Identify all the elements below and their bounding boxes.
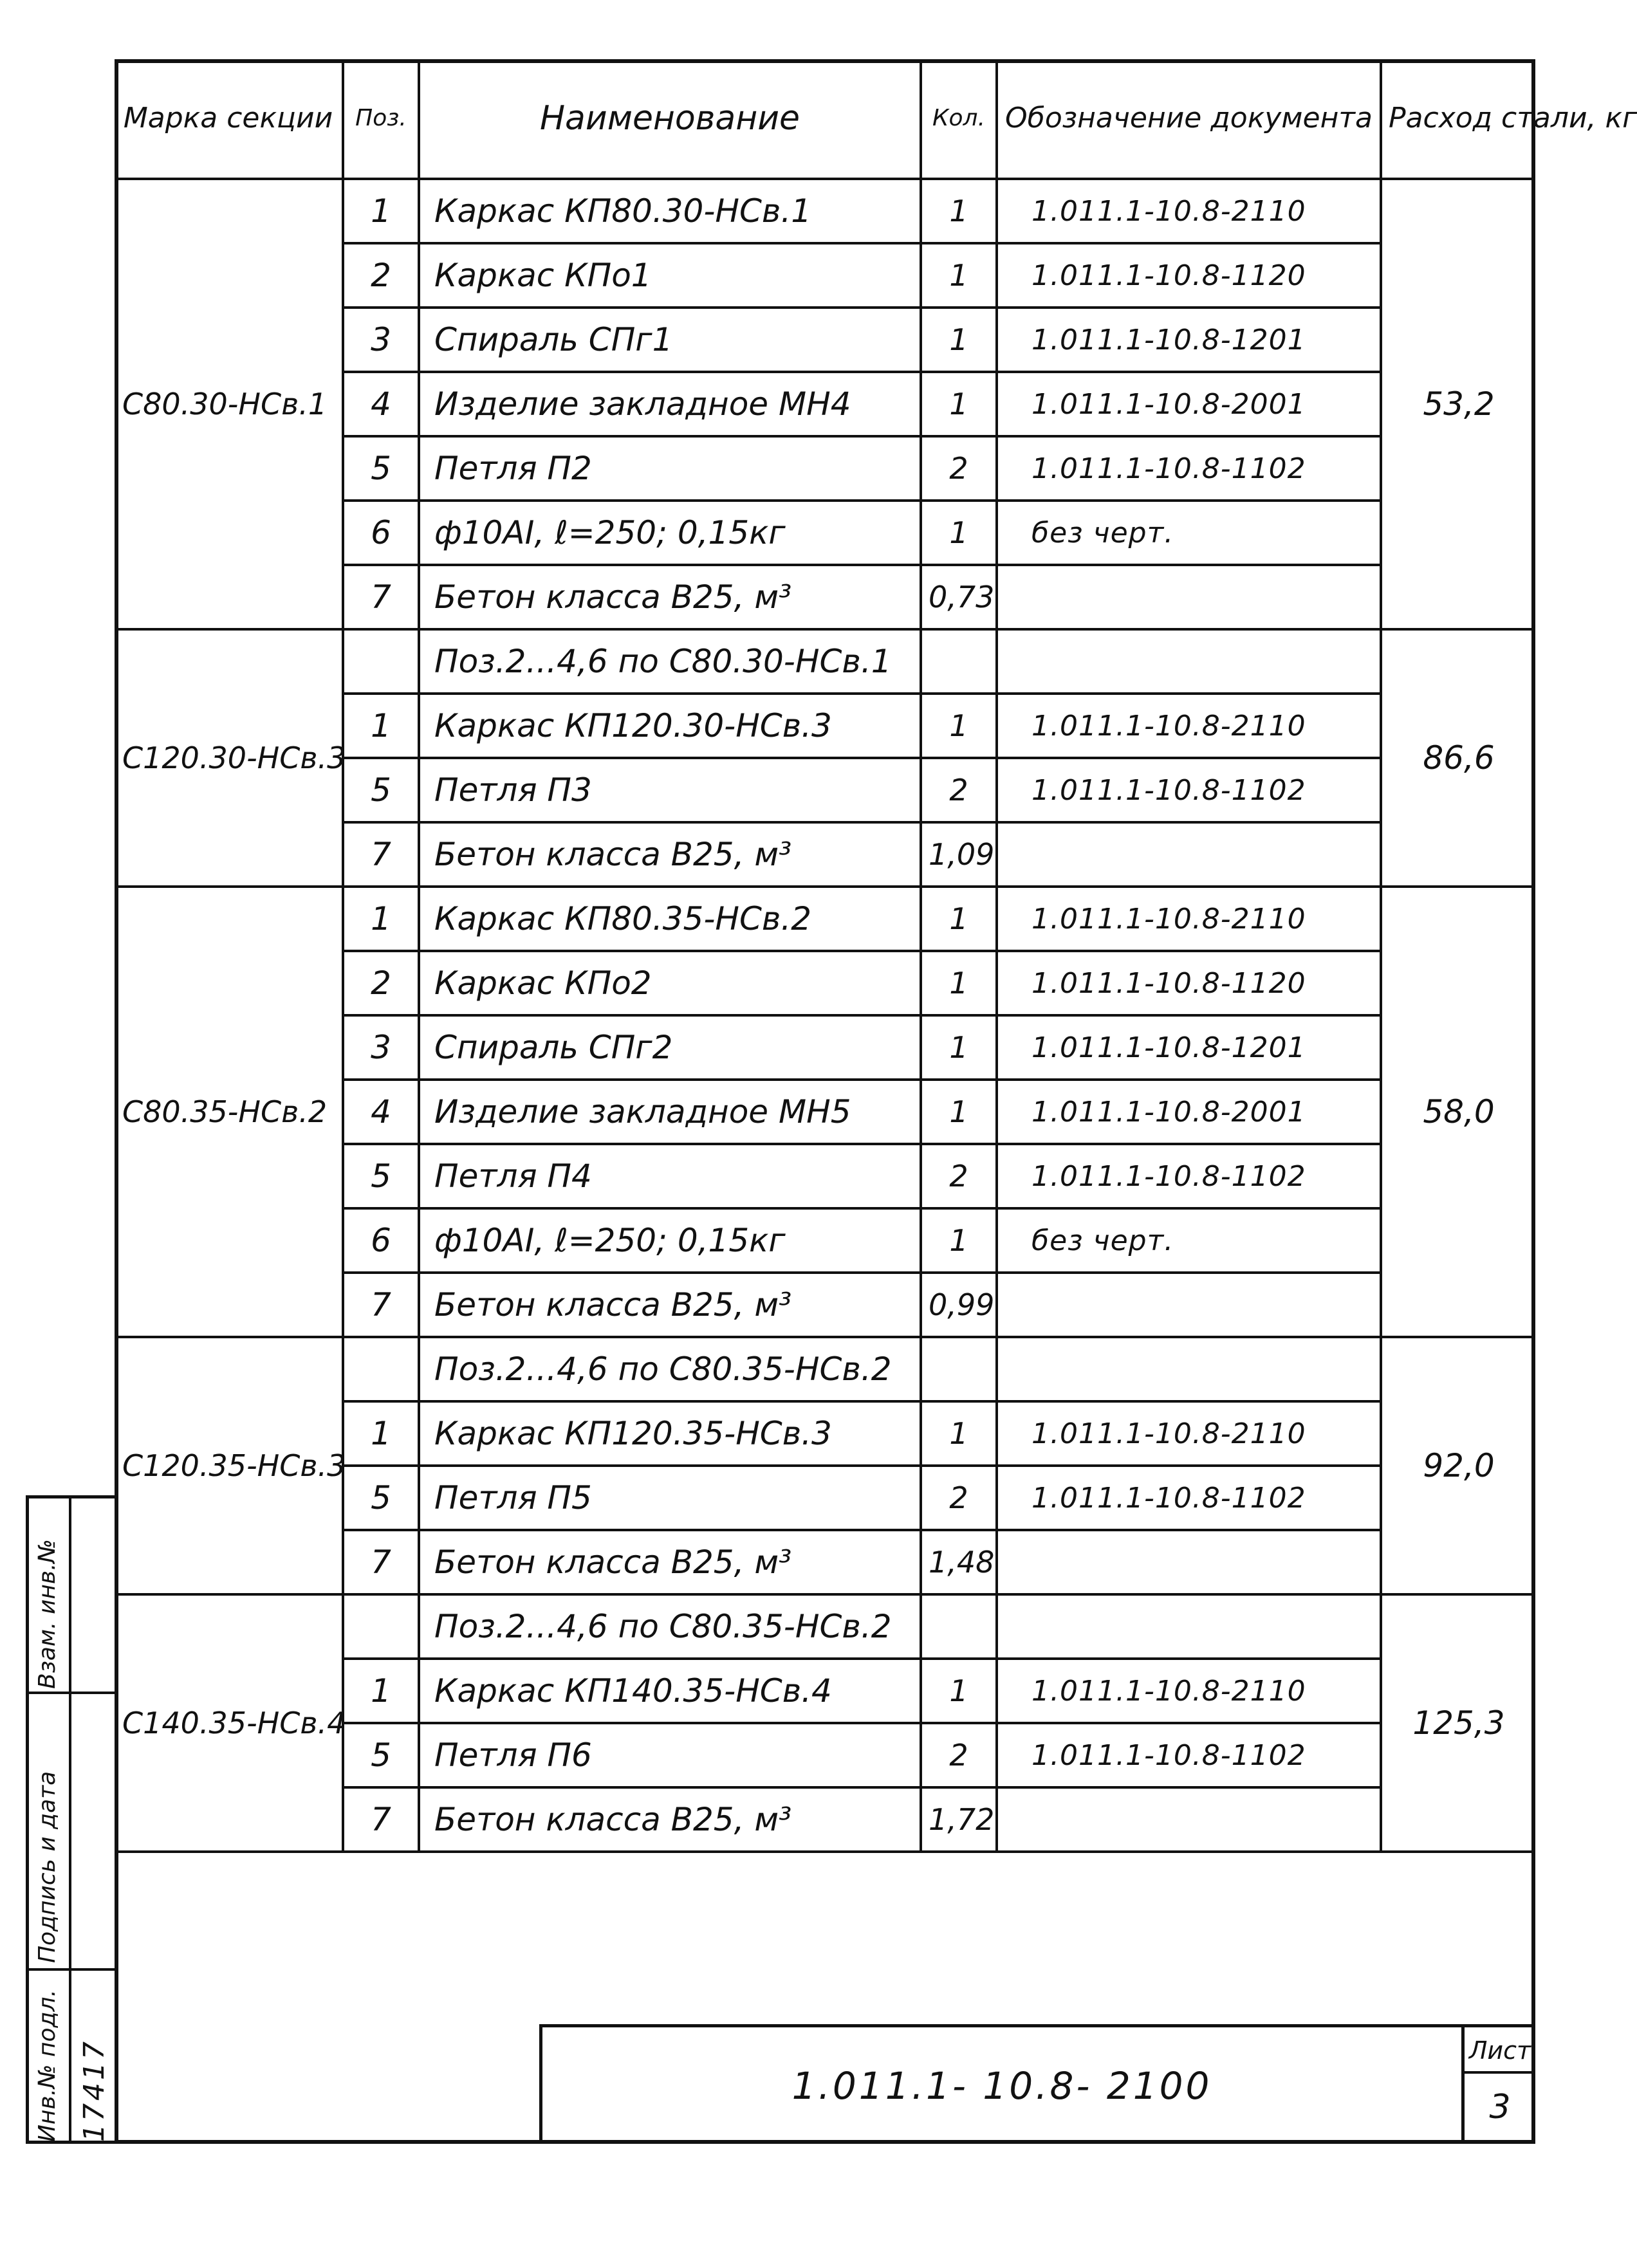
name-cell: Петля П2 — [419, 436, 921, 501]
quantity-cell: 1 — [921, 501, 997, 565]
document-cell: 1.011.1-10.8-1102 — [997, 436, 1381, 501]
position-cell: 5 — [343, 436, 419, 501]
stamp-divider — [29, 1692, 115, 1694]
sheet-cell — [1461, 2027, 1535, 2144]
title-block — [539, 2024, 1535, 2144]
stamp-divider — [69, 1498, 71, 2141]
document-cell: 1.011.1-10.8-2110 — [997, 1401, 1381, 1466]
position-cell: 7 — [343, 822, 419, 887]
quantity-cell: 1 — [921, 243, 997, 308]
name-cell: Изделие закладное МН4 — [419, 372, 921, 436]
document-cell: без черт. — [997, 1208, 1381, 1273]
document-cell: 1.011.1-10.8-2001 — [997, 372, 1381, 436]
document-cell: 1.011.1-10.8-2110 — [997, 179, 1381, 243]
side-stamp — [26, 1495, 115, 2144]
name-cell: Спираль СПг2 — [419, 1015, 921, 1080]
name-cell: Бетон класса В25, м³ — [419, 1273, 921, 1337]
quantity-cell: 1,48 — [921, 1530, 997, 1594]
document-cell: без черт. — [997, 501, 1381, 565]
name-cell: Бетон класса В25, м³ — [419, 822, 921, 887]
position-cell: 6 — [343, 501, 419, 565]
section-mark-cell: С80.30-НСв.1 — [115, 179, 343, 629]
sheet-frame — [115, 59, 1535, 2144]
quantity-cell: 0,73 — [921, 565, 997, 629]
steel-consumption-cell: 53,2 — [1381, 179, 1535, 629]
position-cell: 4 — [343, 1080, 419, 1144]
quantity-cell: 1 — [921, 372, 997, 436]
name-cell: ф10АI, ℓ=250; 0,15кг — [419, 1208, 921, 1273]
sheet-number: 3 — [1489, 2088, 1511, 2126]
section-mark-cell: С120.30-НСв.3 — [115, 629, 343, 887]
document-cell: 1.011.1-10.8-2110 — [997, 887, 1381, 951]
name-cell: Петля П4 — [419, 1144, 921, 1208]
document-cell: 1.011.1-10.8-1102 — [997, 758, 1381, 822]
name-cell: Каркас КПо1 — [419, 243, 921, 308]
quantity-cell: 2 — [921, 1466, 997, 1530]
header-steel: Расход стали, кг — [1381, 59, 1535, 179]
name-cell: Каркас КП80.35-НСв.2 — [419, 887, 921, 951]
section-mark-cell: С140.35-НСв.4 — [115, 1594, 343, 1852]
position-cell: 7 — [343, 565, 419, 629]
name-cell: Каркас КП80.30-НСв.1 — [419, 179, 921, 243]
position-cell: 1 — [343, 887, 419, 951]
document-cell: 1.011.1-10.8-2110 — [997, 1659, 1381, 1723]
position-cell: 6 — [343, 1208, 419, 1273]
document-code: 1.011.1- 10.8- 2100 — [791, 2063, 1212, 2108]
stamp-inv-podl: Инв.№ подл. — [34, 1989, 60, 2142]
section-mark-cell: С120.35-НСв.3 — [115, 1337, 343, 1594]
section-mark-cell: С80.35-НСв.2 — [115, 887, 343, 1337]
name-cell: Поз.2...4,6 по С80.35-НСв.2 — [419, 1594, 921, 1659]
stamp-inv-number: 17417 — [78, 2039, 111, 2142]
quantity-cell: 1,72 — [921, 1787, 997, 1852]
name-cell: Каркас КП140.35-НСв.4 — [419, 1659, 921, 1723]
name-cell: Изделие закладное МН5 — [419, 1080, 921, 1144]
header-doc: Обозначение документа — [997, 59, 1381, 179]
position-cell: 5 — [343, 1466, 419, 1530]
name-cell: Бетон класса В25, м³ — [419, 565, 921, 629]
steel-consumption-cell: 125,3 — [1381, 1594, 1535, 1852]
quantity-cell: 1 — [921, 887, 997, 951]
document-cell: 1.011.1-10.8-1201 — [997, 1015, 1381, 1080]
name-cell: Поз.2...4,6 по С80.35-НСв.2 — [419, 1337, 921, 1401]
quantity-cell: 1 — [921, 1401, 997, 1466]
quantity-cell: 1 — [921, 1080, 997, 1144]
document-cell: 1.011.1-10.8-2001 — [997, 1080, 1381, 1144]
header-mark: Марка секции — [115, 59, 343, 179]
quantity-cell: 1 — [921, 308, 997, 372]
document-cell: 1.011.1-10.8-1201 — [997, 308, 1381, 372]
position-cell: 5 — [343, 758, 419, 822]
name-cell: Каркас КП120.30-НСв.3 — [419, 694, 921, 758]
steel-consumption-cell: 92,0 — [1381, 1337, 1535, 1594]
position-cell: 5 — [343, 1144, 419, 1208]
document-cell: 1.011.1-10.8-1102 — [997, 1466, 1381, 1530]
steel-consumption-cell: 86,6 — [1381, 629, 1535, 887]
position-cell: 1 — [343, 1659, 419, 1723]
position-cell: 7 — [343, 1530, 419, 1594]
position-cell: 2 — [343, 951, 419, 1015]
name-cell: Петля П3 — [419, 758, 921, 822]
name-cell: ф10АI, ℓ=250; 0,15кг — [419, 501, 921, 565]
position-cell: 3 — [343, 308, 419, 372]
document-cell: 1.011.1-10.8-1102 — [997, 1723, 1381, 1787]
document-cell: 1.011.1-10.8-1120 — [997, 243, 1381, 308]
quantity-cell: 1,09 — [921, 822, 997, 887]
position-cell: 4 — [343, 372, 419, 436]
position-cell: 5 — [343, 1723, 419, 1787]
quantity-cell: 2 — [921, 758, 997, 822]
stamp-vzam-inv: Взам. инв.№ — [34, 1539, 60, 1689]
position-cell: 1 — [343, 694, 419, 758]
stamp-divider — [29, 1968, 115, 1971]
quantity-cell: 1 — [921, 951, 997, 1015]
position-cell: 1 — [343, 1401, 419, 1466]
position-cell: 7 — [343, 1273, 419, 1337]
position-cell: 3 — [343, 1015, 419, 1080]
position-cell: 7 — [343, 1787, 419, 1852]
name-cell: Петля П6 — [419, 1723, 921, 1787]
header-name: Наименование — [419, 59, 921, 179]
name-cell: Каркас КПо2 — [419, 951, 921, 1015]
name-cell: Спираль СПг1 — [419, 308, 921, 372]
quantity-cell: 2 — [921, 436, 997, 501]
quantity-cell: 2 — [921, 1144, 997, 1208]
name-cell: Каркас КП120.35-НСв.3 — [419, 1401, 921, 1466]
quantity-cell: 2 — [921, 1723, 997, 1787]
header-qty: Кол. — [921, 59, 997, 179]
sheet-label: Лист — [1465, 2027, 1535, 2074]
quantity-cell: 1 — [921, 1659, 997, 1723]
name-cell: Поз.2...4,6 по С80.30-НСв.1 — [419, 629, 921, 694]
stamp-podpis-data: Подпись и дата — [34, 1771, 60, 1963]
quantity-cell: 0,99 — [921, 1273, 997, 1337]
document-cell: 1.011.1-10.8-1102 — [997, 1144, 1381, 1208]
position-cell: 1 — [343, 179, 419, 243]
position-cell: 2 — [343, 243, 419, 308]
quantity-cell: 1 — [921, 179, 997, 243]
quantity-cell: 1 — [921, 1208, 997, 1273]
document-cell: 1.011.1-10.8-1120 — [997, 951, 1381, 1015]
name-cell: Бетон класса В25, м³ — [419, 1787, 921, 1852]
quantity-cell: 1 — [921, 694, 997, 758]
quantity-cell: 1 — [921, 1015, 997, 1080]
name-cell: Бетон класса В25, м³ — [419, 1530, 921, 1594]
steel-consumption-cell: 58,0 — [1381, 887, 1535, 1337]
header-pos: Поз. — [343, 59, 419, 179]
document-cell: 1.011.1-10.8-2110 — [997, 694, 1381, 758]
name-cell: Петля П5 — [419, 1466, 921, 1530]
